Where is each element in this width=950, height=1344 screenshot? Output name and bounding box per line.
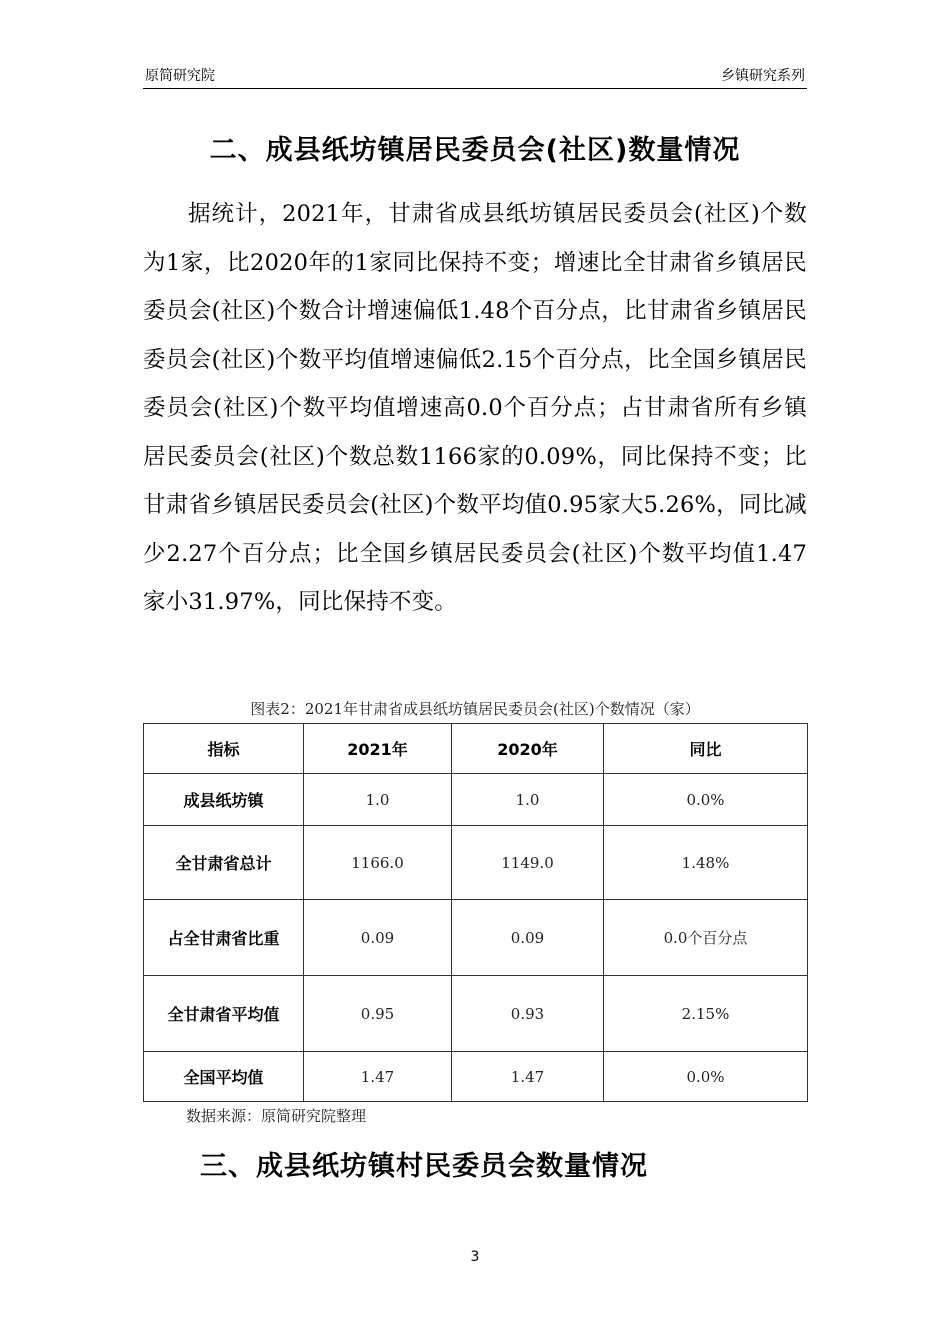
row-label: 全甘肃省平均值: [144, 976, 304, 1052]
table-header-row: [144, 724, 808, 774]
body-paragraph: 据统计，2021年，甘肃省成县纸坊镇居民委员会(社区)个数为1家，比2020年的1家同比保持不变；增速比全甘肃省乡镇居民委员会(社区)个数合计增速偏低1.48个百分点，比甘肃省乡镇居民委员会(社区)个数平均值增速偏低2.15个百分点，比全国乡镇居民委员会(社区)个数平均值增速高0.0个百分点；占甘肃省所有乡镇居民委员会(社区)个数总数1166家的0.09%，同比保持不变；比甘肃省乡镇居民委员会(社区)个数平均值0.95家大5.26%，同比减少2.27个百分点；比全国乡镇居民委员会(社区)个数平均值1.47家小31.97%，同比保持不变。: [143, 201, 807, 615]
data-table: [143, 723, 808, 1102]
cell-2021: 1.47: [304, 1052, 452, 1102]
column-header: 指标: [144, 724, 304, 774]
cell-2021: 0.95: [304, 976, 452, 1052]
column-header: 2020年: [452, 724, 604, 774]
cell-2020: 1.47: [452, 1052, 604, 1102]
cell-yoy: 0.0%: [604, 774, 808, 826]
table-row: [144, 900, 808, 976]
row-label: 全甘肃省总计: [144, 826, 304, 900]
source-note: 数据来源：原简研究院整理: [186, 1107, 367, 1125]
page-header: [143, 66, 807, 89]
table-row: [144, 774, 808, 826]
cell-yoy: 0.0%: [604, 1052, 808, 1102]
cell-2020: 0.09: [452, 900, 604, 976]
section-title-villagers-committee: 三、成县纸坊镇村民委员会数量情况: [200, 1151, 648, 1182]
row-label: 全国平均值: [144, 1052, 304, 1102]
cell-2021: 0.09: [304, 900, 452, 976]
cell-yoy: 2.15%: [604, 976, 808, 1052]
cell-2020: 0.93: [452, 976, 604, 1052]
table-row: [144, 976, 808, 1052]
cell-2020: 1149.0: [452, 826, 604, 900]
cell-2021: 1.0: [304, 774, 452, 826]
table-row: [144, 1052, 808, 1102]
table-row: [144, 826, 808, 900]
cell-yoy: 1.48%: [604, 826, 808, 900]
cell-yoy: 0.0个百分点: [604, 900, 808, 976]
table-caption: 图表2：2021年甘肃省成县纸坊镇居民委员会(社区)个数情况（家）: [250, 700, 700, 718]
header-publisher: 原简研究院: [145, 68, 215, 84]
cell-2020: 1.0: [452, 774, 604, 826]
row-label: 占全甘肃省比重: [144, 900, 304, 976]
section-title-residents-committee: 二、成县纸坊镇居民委员会(社区)数量情况: [209, 135, 741, 166]
row-label: 成县纸坊镇: [144, 774, 304, 826]
column-header: 同比: [604, 724, 808, 774]
column-header: 2021年: [304, 724, 452, 774]
page-number: 3: [470, 1249, 480, 1265]
cell-2021: 1166.0: [304, 826, 452, 900]
header-series: 乡镇研究系列: [721, 68, 805, 84]
